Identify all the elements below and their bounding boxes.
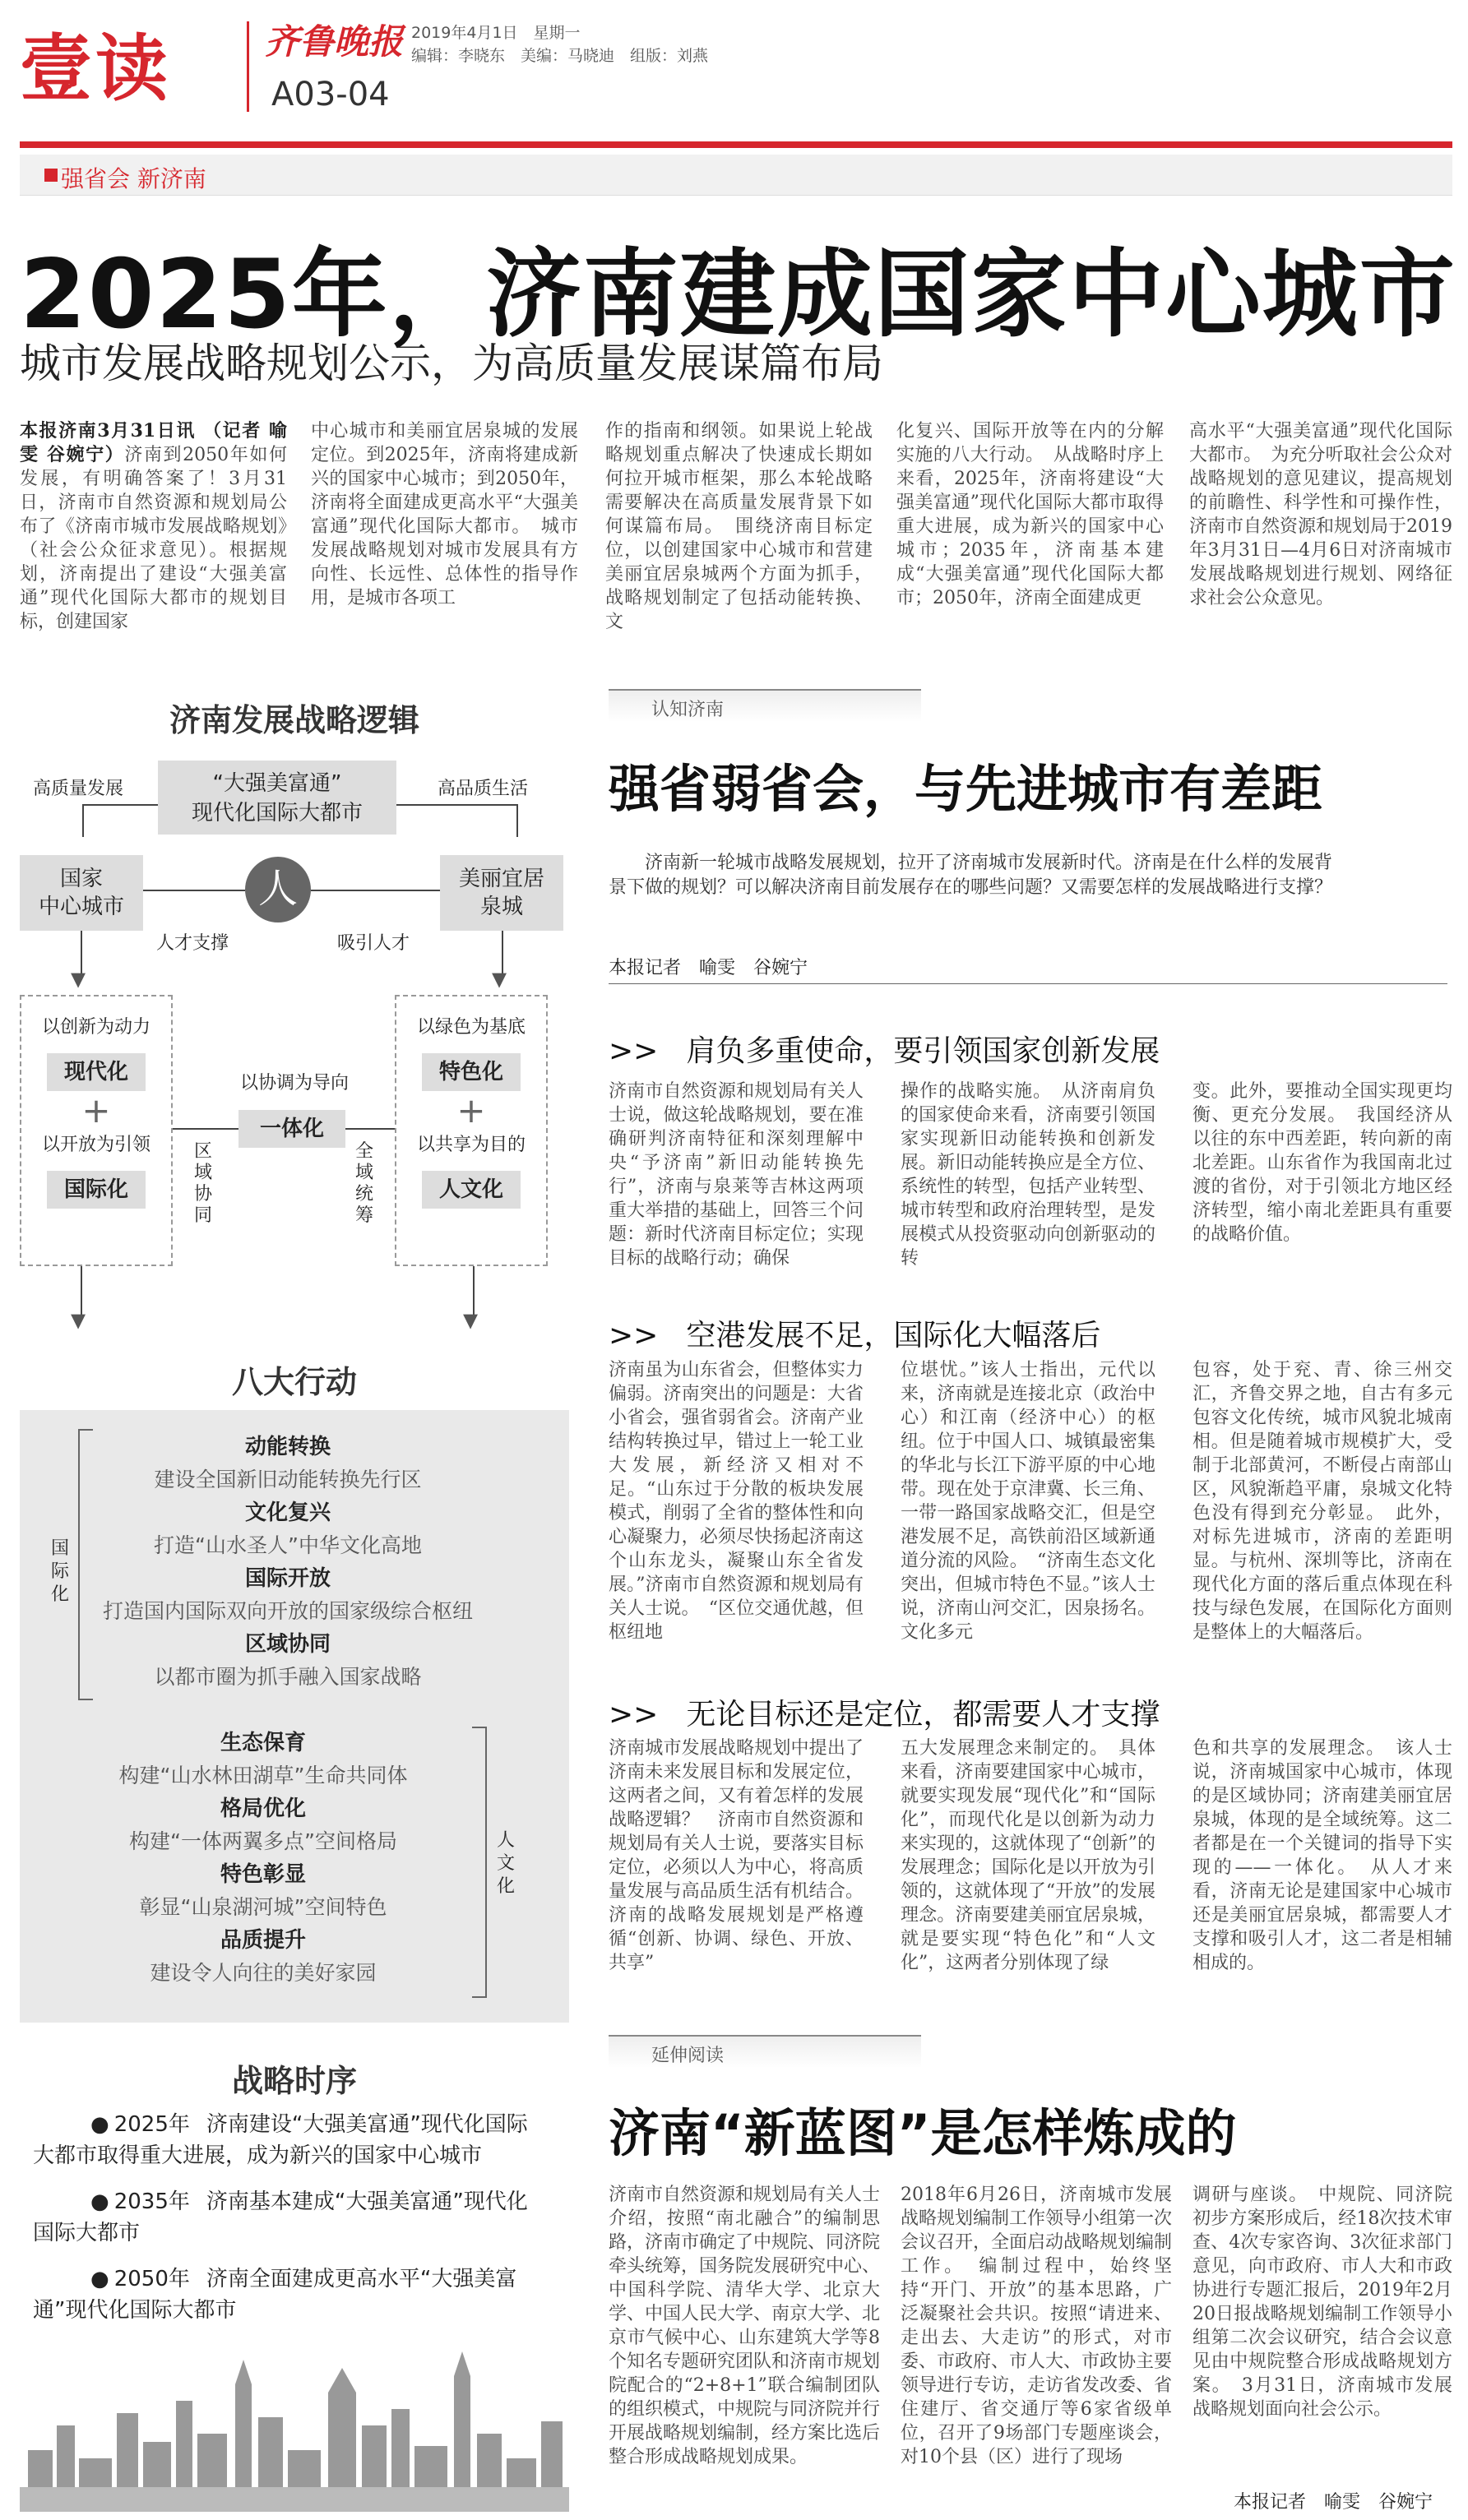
goal-line-2: 现代化国际大都市 <box>191 801 363 825</box>
down-arrow-icon: ▾ <box>71 962 86 996</box>
node-r1: 美丽宜居 <box>458 867 544 891</box>
timeline-text: 济南全面建成更高水平“大强美富通”现代化国际大都市 <box>33 2267 517 2323</box>
side-label-international: 国际化 <box>51 1538 70 1605</box>
timeline-item <box>33 2109 543 2171</box>
actions-group-1 <box>90 1431 485 1694</box>
subsection-text: 空港发展不足，国际化大幅落后 <box>686 1319 1101 1352</box>
lead-column-3: 作的指南和纲领。如果说上轮战略规划重点解决了快速成长期如何拉开城市框架，那么本轮战略需要解决在高质量发展背景下如何谋篇布局。 围绕济南目标定位，以创建国家中心城市和营建美丽宜居泉城两个方面为抓手，战略规划制定了包括动能转换、文 <box>605 421 873 632</box>
action-heading: 格局优化 <box>220 1796 306 1821</box>
chevron-icon: >> <box>609 1034 659 1068</box>
characteristic-box: 特色化 <box>422 1053 521 1091</box>
article-tag: 延伸阅读 <box>609 2035 921 2068</box>
logic-title: 济南发展战略逻辑 <box>169 702 419 738</box>
article1-intro: 济南新一轮城市战略发展规划，拉开了济南城市发展新时代。济南是在什么样的发展背景下做的规划？可以解决济南目前发展存在的哪些问题？又需要怎样的发展战略进行支撑？ <box>609 853 1332 898</box>
regional-synergy-label: 区域协同 <box>194 1141 213 1226</box>
subhead: 城市发展战略规划公示，为高质量发展谋篇布局 <box>20 340 883 387</box>
article2-title: 济南“新蓝图”是怎样炼成的 <box>609 2103 1237 2163</box>
subsection-title <box>609 1691 1160 1733</box>
people-circle: 人 <box>245 857 311 922</box>
timeline-item <box>33 2186 543 2249</box>
sub1-col1: 济南市自然资源和规划局有关人士说，做这轮战略规划，要在准确研判济南特征和深刻理解中央“予济南”新旧动能转换先行”，济南与泉莱等吉林这两项重大举措的基础上，回答三个问题：新时代济南目标定位；实现目标的战略行动；确保 <box>609 1081 864 1269</box>
goal-line-1: “大强美富通” <box>212 771 342 796</box>
action-heading: 动能转换 <box>244 1435 331 1459</box>
city-skyline-illustration <box>20 2335 569 2512</box>
sub1-col3: 变。此外，要推动全国实现更均衡、更充分发展。 我国经济从以往的东中西差距，转向新的南北差距。山东省作为我国南北过渡的省份，对于引领北方地区经济转型，缩小南北差距具有重要的战略价值。 <box>1192 1081 1452 1245</box>
timeline-item <box>33 2263 543 2326</box>
panel-text: 以共享为目的 <box>416 1135 526 1155</box>
label-high-life: 高品质生活 <box>438 779 529 799</box>
modernization-box: 现代化 <box>47 1053 146 1091</box>
masthead-meta <box>411 21 708 67</box>
action-heading: 品质提升 <box>220 1928 306 1953</box>
connector <box>82 804 84 837</box>
goal-box <box>158 761 396 835</box>
integration-box: 一体化 <box>238 1110 345 1148</box>
down-arrow-icon: ▾ <box>463 1303 479 1337</box>
masthead-divider <box>247 21 249 112</box>
sub1-col2: 操作的战略实施。 从济南肩负的国家使命来看，济南要引领国家实现新旧动能转换和创新发展。新旧动能转换应是全方位、系统性的转型，包括产业转型、城市转型和政府治理转型，是发展模式从投资驱动向创新驱动的转 <box>901 1081 1155 1269</box>
subsection-title <box>609 1028 1160 1070</box>
actions-group-2 <box>58 1727 469 1990</box>
article1-title: 强省弱省会，与先进城市有差距 <box>609 759 1323 819</box>
timeline-title: 战略时序 <box>231 2063 357 2099</box>
connector <box>143 890 245 891</box>
left-panel <box>20 995 173 1266</box>
action-heading: 文化复兴 <box>244 1500 331 1525</box>
timeline-list <box>33 2109 543 2326</box>
editors-line: 编辑：李晓东 美编：马晓迪 组版：刘燕 <box>411 47 709 65</box>
down-arrow-icon: ▾ <box>71 1303 86 1337</box>
lead-column-1 <box>20 419 287 641</box>
node-l2: 中心城市 <box>38 895 124 919</box>
article2-col3: 调研与座谈。 中规院、同济院初步方案形成后，经18次技术审查、4次专家咨询、3次征求部门意见，向市政府、市人大和市政协进行专题汇报后，2019年2月20日报战略规划编制工作领导小组第二次会议研究，结合会议意见由中规院整合形成战略规划方案。 3月31日，济南城市发展战略规划面向社会公示。 <box>1192 2185 1452 2420</box>
rule <box>609 983 1447 984</box>
action-heading: 国际开放 <box>244 1566 331 1591</box>
sub3-col1: 济南城市发展战略规划中提出了济南未来发展目标和发展定位，这两者之间，又有着怎样的发展战略逻辑？ 济南市自然资源和规划局有关人士说，要落实目标定位，必须以人为中心，将高质量发展与高品质生活有机结合。济南的战略发展规划是严格遵循“创新、协调、绿色、开放、共享” <box>609 1738 864 1973</box>
brand-title: 壹读 <box>20 26 172 111</box>
node-l1: 国家 <box>59 867 103 891</box>
sub2-col1: 济南虽为山东省会，但整体实力偏弱。济南突出的问题是：大省小省会，强省弱省会。济南产业结构转换过早，错过上一轮工业大发展，新经济又相对不足。“山东过于分散的板块发展模式，削弱了全省的整体性和向心凝聚力，必须尽快扬起济南这个山东龙头，凝聚山东全省发展。”济南市自然资源和规划局有关人士说。 “区位交通优越，但枢纽地 <box>609 1360 864 1643</box>
bracket-right <box>472 1727 487 1728</box>
article-tag: 认知济南 <box>609 689 921 722</box>
connector <box>345 1128 395 1130</box>
springs-city-node <box>440 855 563 931</box>
action-desc: 建设令人向往的美好家园 <box>150 1961 377 1985</box>
article2-col2: 2018年6月26日，济南城市发展战略规划编制工作领导小组第一次会议召开，全面启动战略规划编制工作。 编制过程中，始终坚持“开门、开放”的基本思路，广泛凝聚社会共识。按照“请进来、走出去、大走访”的形式，对市委、市政府、市人大、市政协主要领导进行专访，走访省发改委、省住建厅、省交通厅等6家省级单位，召开了9场部门专题座谈会，对10个县（区）进行了现场 <box>901 2185 1172 2467</box>
paper-logo: 齐鲁晚报 <box>265 21 404 62</box>
right-panel <box>395 995 548 1266</box>
action-desc: 打造“山水圣人”中华文化高地 <box>154 1533 422 1557</box>
page-number: A03-04 <box>271 76 390 113</box>
lead-column-5: 高水平“大强美富通”现代化国际大都市。 为充分听取社会公众对战略规划的意见建议，提高规划的前瞻性、科学性和可操作性，济南市自然资源和规划局于2019年3月31日—4月6日对济南城市发展战略规划进行规划、网络征求社会公众意见。 <box>1189 421 1452 608</box>
red-rule <box>20 141 1452 148</box>
sub3-col3: 色和共享的发展理念。 该人士说，济南城国家中心城市，体现的是区域协同；济南建美丽宜居泉城，体现的是全域统筹。这二者都是在一个关键词的指导下实现的——一体化。 从人才来看，济南无论是建国家中心城市还是美丽宜居泉城，都需要人才支撑和吸引人才，这二者是相辅相成的。 <box>1192 1738 1452 1973</box>
action-heading: 特色彰显 <box>220 1862 306 1887</box>
panel-text: 以创新为动力 <box>41 1017 151 1038</box>
label-talent-support: 人才支撑 <box>156 933 229 954</box>
connector <box>82 804 158 806</box>
national-center-node <box>20 855 143 931</box>
action-desc: 构建“山水林田湖草”生命共同体 <box>118 1764 408 1787</box>
sub3-col2: 五大发展理念来制定的。 具体来看，济南要建国家中心城市，就要实现发展“现代化”和“国际化”，而现代化是以创新为动力来实现的，这就体现了“创新”的发展理念；国际化是以开放为引领的，这就体现了“开放”的发展理念。济南要建美丽宜居泉城，就是要实现“特色化”和“人文化”，这两者分别体现了绿 <box>901 1738 1155 1973</box>
subsection-text: 肩负多重使命，要引领国家创新发展 <box>686 1034 1160 1068</box>
connector <box>516 804 518 837</box>
side-label-humanistic: 人文化 <box>497 1830 516 1897</box>
action-heading: 区域协同 <box>244 1632 331 1657</box>
sub2-col3: 包容，处于兖、青、徐三州交汇，齐鲁交界之地，自古有多元包容文化传统，城市风貌北城南相。但是随着城市规模扩大，受制于北部黄河，不断侵占南部山区，风貌渐趋平庸，泉城文化特色没有得到充分彰显。 此外，对标先进城市，济南的差距明显。与杭州、深圳等比，济南在现代化方面的落后重点体现在科技与绿色发展，在国际化方面则是整体上的大幅落后。 <box>1192 1360 1452 1643</box>
subsection-title <box>609 1312 1100 1354</box>
action-desc: 彰显“山泉湖河城”空间特色 <box>139 1895 387 1919</box>
bracket-left <box>78 1699 93 1700</box>
timeline-text: 济南建设“大强美富通”现代化国际大都市取得重大进展，成为新兴的国家中心城市 <box>33 2112 528 2168</box>
lead-text-1: 济南到2050年如何发展，有明确答案了！3月31日，济南市自然资源和规划局公布了《济南市城市发展战略规划》（社会公众征求意见）。根据规划，济南提出了建设“大强美富通”现代化国际大都市的规划目标，创建国家 <box>20 445 287 632</box>
connector <box>311 890 440 891</box>
label-high-quality: 高质量发展 <box>33 779 124 799</box>
article2-col1: 济南市自然资源和规划局有关人士介绍，按照“南北融合”的编制思路，济南市确定了中规院、同济院牵头统筹，国务院发展研究中心、中国科学院、清华大学、北京大学、中国人民大学、南京大学、北京市气候中心、山东建筑大学等8个知名专题研究团队和济南市规划院配合的“2+8+1”联合编制团队的组织模式，中规院与同济院并行开展战略规划编制，经方案比选后整合形成战略规划成果。 <box>609 2185 880 2467</box>
panel-text: 以开放为引领 <box>41 1135 151 1155</box>
article2-byline: 本报记者 喻雯 谷婉宁 <box>1234 2492 1433 2513</box>
timeline-year: 2035年 <box>113 2189 190 2214</box>
connector <box>396 804 518 806</box>
connector <box>173 1128 238 1130</box>
timeline-year: 2025年 <box>113 2112 190 2137</box>
date-line: 2019年4月1日 星期一 <box>411 24 581 42</box>
bullet-icon: ● <box>90 2189 109 2214</box>
action-desc: 以都市圈为抓手融入国家战略 <box>154 1665 422 1689</box>
timeline-year: 2050年 <box>113 2267 190 2291</box>
panel-text: 以绿色为基底 <box>416 1017 526 1038</box>
bracket-right <box>472 1996 487 1998</box>
article1-byline: 本报记者 喻雯 谷婉宁 <box>609 958 808 978</box>
node-r2: 泉城 <box>479 895 523 919</box>
plus-icon: + <box>81 1090 111 1131</box>
actions-title: 八大行动 <box>231 1364 357 1400</box>
chevron-icon: >> <box>609 1698 659 1732</box>
bracket-left <box>78 1429 80 1700</box>
action-desc: 建设全国新旧动能转换先行区 <box>154 1468 422 1491</box>
lead-byline: 本报济南3月31日讯 （记者 喻雯 谷婉宁） <box>20 420 287 465</box>
plus-icon: + <box>456 1090 486 1131</box>
bullet-icon: ● <box>90 2267 109 2291</box>
action-desc: 打造国内国际双向开放的国家级综合枢纽 <box>102 1599 473 1623</box>
bracket-right <box>485 1727 487 1998</box>
action-heading: 生态保育 <box>220 1731 306 1755</box>
headline: 2025年，济南建成国家中心城市 <box>20 239 1456 350</box>
section-label: 强省会 新济南 <box>20 155 1452 196</box>
humanistic-box: 人文化 <box>422 1171 521 1209</box>
subsection-text: 无论目标还是定位，都需要人才支撑 <box>686 1698 1160 1732</box>
lead-column-2: 中心城市和美丽宜居泉城的发展定位。到2025年，济南将建成新兴的国家中心城市；到2050年，济南将全面建成更高水平“大强美富通”现代化国际大都市。 城市发展战略规划对城市发展具有方向性、长远性、总体性的指导作用，是城市各项工 <box>311 421 578 608</box>
coordination-label: 以协调为导向 <box>239 1073 349 1094</box>
action-desc: 构建“一体两翼多点”空间格局 <box>129 1829 397 1853</box>
lead-column-4: 化复兴、国际开放等在内的分解实施的八大行动。 从战略时序上来看，2025年，济南将建设“大强美富通”现代化国际大都市取得重大进展，成为新兴的国家中心城市；2035年，济南基本建成“大强美富通”现代化国际大都市；2050年，济南全面建成更 <box>896 421 1164 608</box>
chevron-icon: >> <box>609 1319 659 1352</box>
bullet-icon: ● <box>90 2112 109 2137</box>
sub2-col2: 位堪忧。”该人士指出，元代以来，济南就是连接北京（政治中心）和江南（经济中心）的枢纽。位于中国人口、城镇最密集的华北与长江下游平原的中心地带。现在处于京津冀、长三角、一带一路国家战略交汇，但是空港发展不足，高铁前沿区域新通道分流的风险。 “济南生态文化突出，但城市特色不显。”该人士说，济南山河交汇，因泉扬名。文化多元 <box>901 1360 1155 1643</box>
timeline-text: 济南基本建成“大强美富通”现代化国际大都市 <box>33 2189 528 2245</box>
overall-planning-label: 全域统筹 <box>355 1141 374 1226</box>
internationalization-box: 国际化 <box>47 1171 146 1209</box>
label-attract-talent: 吸引人才 <box>337 933 410 954</box>
down-arrow-icon: ▾ <box>492 962 507 996</box>
